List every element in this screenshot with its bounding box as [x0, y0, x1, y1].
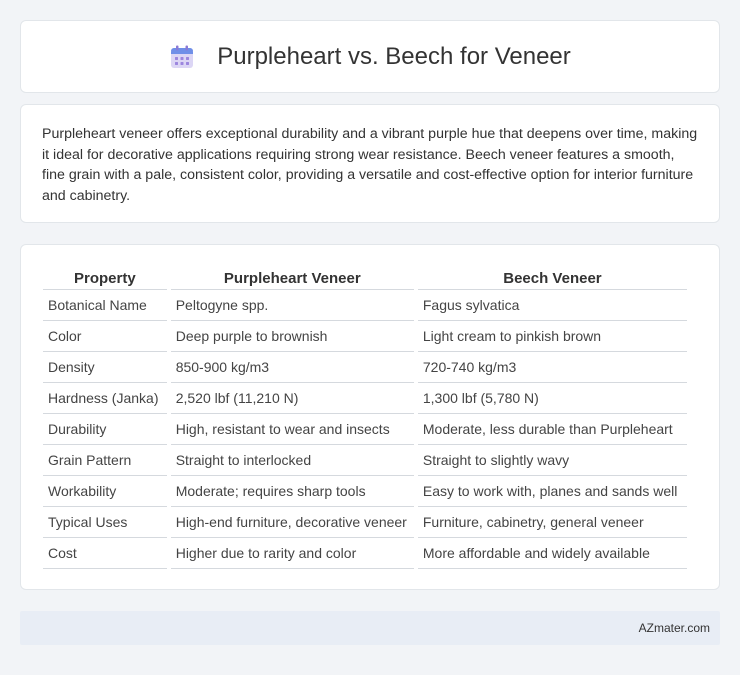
purpleheart-cell: Moderate; requires sharp tools: [171, 476, 414, 507]
page-title: Purpleheart vs. Beech for Veneer: [217, 42, 571, 70]
purpleheart-cell: High, resistant to wear and insects: [171, 414, 414, 445]
beech-cell: Furniture, cabinetry, general veneer: [418, 507, 687, 538]
header-property: Property: [43, 265, 167, 290]
beech-cell: More affordable and widely available: [418, 538, 687, 569]
beech-cell: Light cream to pinkish brown: [418, 321, 687, 352]
title-card: [20, 20, 720, 93]
purpleheart-cell: 2,520 lbf (11,210 N): [171, 383, 414, 414]
table-row: [43, 414, 687, 445]
table-row: [43, 321, 687, 352]
summary-text: Purpleheart veneer offers exceptional durability and a vibrant purple hue that deepens over time, making it ideal for decorative applications requiring strong wear resistance. Beech veneer features a smooth, fine grain with a pale, consistent color, providing a versatile and cost-effective option for interior furniture and cabinetry.: [42, 126, 698, 204]
table-row: [43, 290, 687, 321]
table-row: [43, 538, 687, 569]
table-row: [43, 445, 687, 476]
table-row: [43, 352, 687, 383]
table-row: [43, 476, 687, 507]
comparison-table-card: [20, 244, 720, 590]
property-cell: Color: [43, 321, 167, 352]
calendar-icon: [169, 44, 195, 70]
purpleheart-cell: Deep purple to brownish: [171, 321, 414, 352]
beech-cell: Straight to slightly wavy: [418, 445, 687, 476]
comparison-table: [39, 265, 691, 569]
header-beech: Beech Veneer: [418, 265, 687, 290]
property-cell: Durability: [43, 414, 167, 445]
beech-cell: 720-740 kg/m3: [418, 352, 687, 383]
property-cell: Botanical Name: [43, 290, 167, 321]
purpleheart-cell: 850-900 kg/m3: [171, 352, 414, 383]
table-header-row: [43, 265, 687, 290]
property-cell: Workability: [43, 476, 167, 507]
beech-cell: Easy to work with, planes and sands well: [418, 476, 687, 507]
property-cell: Grain Pattern: [43, 445, 167, 476]
table-row: [43, 383, 687, 414]
header-purpleheart: Purpleheart Veneer: [171, 265, 414, 290]
table-row: [43, 507, 687, 538]
summary-card: [20, 104, 720, 223]
footer-brand: AZmater.com: [638, 621, 710, 635]
footer-bar: [20, 611, 720, 645]
property-cell: Density: [43, 352, 167, 383]
property-cell: Hardness (Janka): [43, 383, 167, 414]
property-cell: Cost: [43, 538, 167, 569]
property-cell: Typical Uses: [43, 507, 167, 538]
beech-cell: 1,300 lbf (5,780 N): [418, 383, 687, 414]
beech-cell: Moderate, less durable than Purpleheart: [418, 414, 687, 445]
purpleheart-cell: Straight to interlocked: [171, 445, 414, 476]
purpleheart-cell: Peltogyne spp.: [171, 290, 414, 321]
beech-cell: Fagus sylvatica: [418, 290, 687, 321]
purpleheart-cell: Higher due to rarity and color: [171, 538, 414, 569]
purpleheart-cell: High-end furniture, decorative veneer: [171, 507, 414, 538]
